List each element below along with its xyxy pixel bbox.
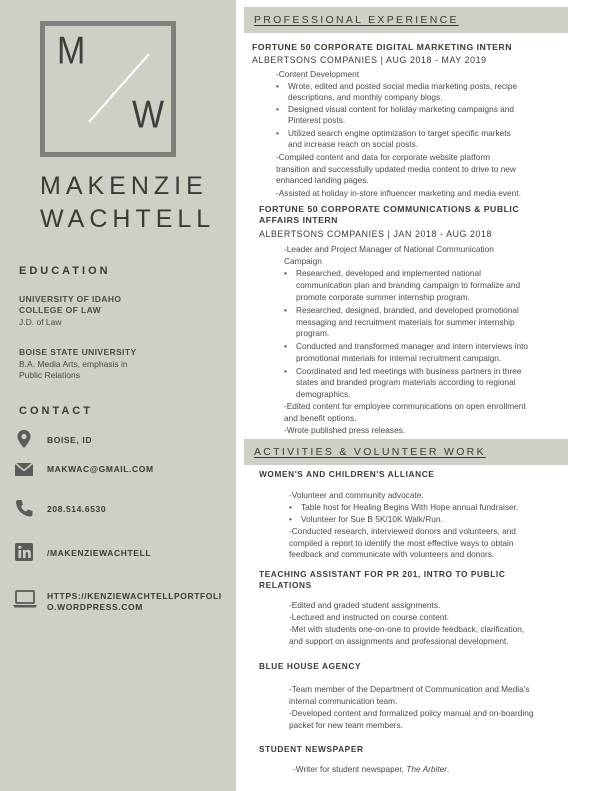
laptop-icon [12,588,38,610]
job-detail: promotional materials for internal recruitment campaign. [296,353,502,363]
job-detail: communication plan and branding campaign to formalize and [296,280,521,290]
job-detail: -Leader and Project Manager of National Communication [284,244,494,254]
activity-detail: internal communication team. [289,696,398,706]
contact-linkedin[interactable]: /MAKENZIEWACHTELL [47,548,152,558]
activity-detail: -Met with students one-on-one to provide feedback, clarification, [289,624,525,634]
job-title: FORTUNE 50 CORPORATE DIGITAL MARKETING INTERN [252,42,512,52]
activities-heading: ACTIVITIES & VOLUNTEER WORK [254,446,486,458]
job-title: AFFAIRS INTERN [259,215,338,225]
activity-detail-text: -Writer for student newspaper, [293,764,407,774]
activity-detail-end: . [447,764,450,774]
job-bullet: • Coordinated and led meetings with business partners in three [296,366,522,377]
location-pin-icon [13,428,35,450]
job-detail: -Wrote published press releases. [284,425,406,435]
activity-title: WOMEN'S AND CHILDREN'S ALLIANCE [259,469,435,479]
job-detail: states and branded program materials according to regional [296,377,516,387]
monogram-second-initial: W [132,93,165,137]
last-name: WACHTELL [40,205,216,233]
job-detail: -Assisted at holiday in-store influencer marketing and media event. [276,188,521,198]
monogram [40,21,176,157]
activity-title: RELATIONS [259,580,312,590]
job-bullet: • Researched, designed, branded, and developed promotional [296,305,519,316]
job-detail: demographics. [296,389,351,399]
job-detail: descriptions, and monthly company blogs. [288,92,443,102]
phone-icon [13,497,35,519]
contact-heading: CONTACT [19,405,93,417]
activity-detail: compiled a report to identify the most effective ways to obtain [289,538,514,548]
job-detail: and increase reach on social posts. [288,139,419,149]
job-bullet: • Researched, developed and implemented national [296,268,481,279]
job-bullet: • Utilized search engine optimization to target specific markets [288,128,511,139]
activity-title: TEACHING ASSISTANT FOR PR 201, INTRO TO PUBLIC [259,569,506,579]
job-detail: and benefit options. [284,413,357,423]
job-detail: promote corporate summer internship program. [296,292,470,302]
activity-detail: and support on assignments and professional development. [289,636,509,646]
monogram-first-initial: M [57,29,86,73]
activity-bullet: • Table host for Healing Begins With Hope annual fundraiser. [301,502,518,513]
activity-detail: -Lectured and instructed on course content. [289,612,450,622]
degree: J.D. of Law [19,317,62,327]
job-detail: -Content Development [276,69,360,79]
activities-heading-bar [244,439,568,465]
job-bullet: • Designed visual content for holiday marketing campaigns and [288,104,514,115]
contact-location: BOISE, ID [47,435,93,445]
job-detail: messaging and recruitment materials for summer internship [296,317,515,327]
activity-detail: -Team member of the Department of Communication and Media's [289,684,530,694]
job-company: ALBERTSONS COMPANIES | AUG 2018 - MAY 2019 [252,55,487,65]
first-name: MAKENZIE [40,172,208,200]
school-name: COLLEGE OF LAW [19,305,102,315]
job-detail: -Compiled content and data for corporate website platform [276,152,490,162]
job-detail: -Edited content for employee communications on open enrollment [284,401,526,411]
job-detail: enhanced landing pages. [276,175,369,185]
activity-detail: -Conducted research, interviewed donors and volunteers, and [289,526,516,536]
education-heading: EDUCATION [19,265,111,277]
contact-email[interactable]: MAKWAC@GMAIL.COM [47,464,154,474]
linkedin-icon [13,541,35,563]
job-bullet: • Wrote, edited and posted social media marketing posts, recipe [288,81,517,92]
job-title: FORTUNE 50 CORPORATE COMMUNICATIONS & PUBLIC [259,204,520,214]
activity-bullet: • Volunteer for Sue B 5K/10K Walk/Run. [301,514,443,525]
sidebar [0,0,236,791]
experience-heading: PROFESSIONAL EXPERIENCE [254,14,459,26]
activity-detail: feedback and communicate with volunteers and donors. [289,549,495,559]
activity-detail: -Volunteer and community advocate. [289,490,424,500]
job-detail: program. [296,328,330,338]
activity-detail: -Edited and graded student assignments. [289,600,441,610]
job-detail: Pinterest posts. [288,115,346,125]
degree: B.A. Media Arts, emphasis in [19,359,128,369]
job-detail: Campaign [284,256,322,266]
contact-website[interactable]: O.WORDPRESS.COM [47,602,143,612]
activity-detail: packet for new team members. [289,720,403,730]
activity-detail: -Developed content and formalized policy manual and on-boarding [289,708,534,718]
activity-detail [293,764,449,775]
experience-heading-bar [244,7,568,33]
job-company: ALBERTSONS COMPANIES | JAN 2018 - AUG 2018 [259,229,492,239]
envelope-icon [13,458,35,480]
publication-name: The Arbiter [406,764,448,774]
activity-title: BLUE HOUSE AGENCY [259,661,362,671]
degree: Public Relations [19,370,80,380]
job-detail: transition and successfully updated media content to drive to new [276,164,516,174]
contact-website[interactable]: HTTPS://KENZIEWACHTELLPORTFOLI [47,591,222,601]
school-name: BOISE STATE UNIVERSITY [19,347,137,357]
school-name: UNIVERSITY OF IDAHO [19,294,122,304]
job-bullet: • Conducted and transformed manager and intern interviews into [296,341,528,352]
contact-phone: 208.514.6530 [47,504,107,514]
activity-title: STUDENT NEWSPAPER [259,744,364,754]
